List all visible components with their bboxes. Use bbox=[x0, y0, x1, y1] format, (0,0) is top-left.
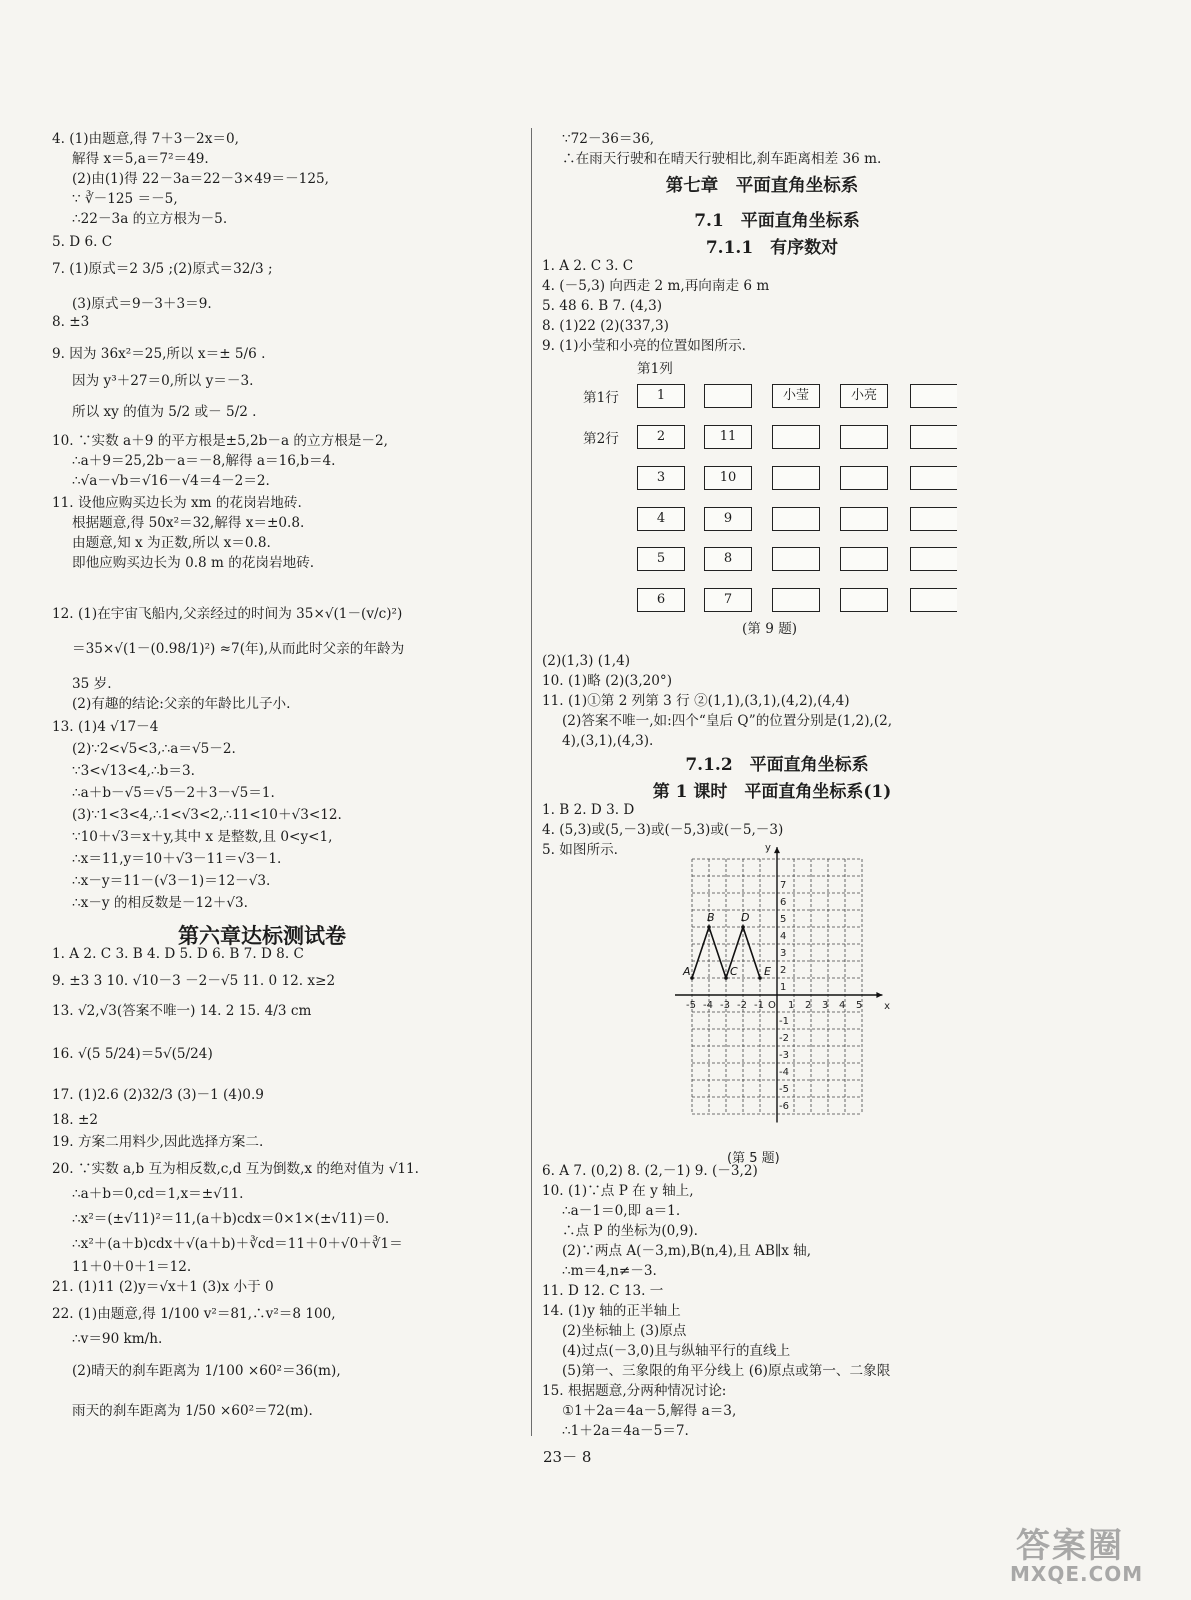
answer-line: ∴m＝4,n≠－3. bbox=[562, 1263, 657, 1279]
x-tick-label: 5 bbox=[856, 1000, 863, 1011]
answer-line: ∵10＋√3＝x＋y,其中 x 是整数,且 0<y<1, bbox=[72, 829, 333, 845]
point-label: E bbox=[764, 965, 771, 978]
seat-cell bbox=[840, 547, 888, 571]
answer-line: 12. (1)在宇宙飞船内,父亲经过的时间为 35×√(1－(v/c)²) bbox=[52, 606, 403, 622]
answer-line: 雨天的刹车距离为 1/50 ×60²＝72(m). bbox=[72, 1403, 313, 1419]
answer-line: 因为 y³＋27＝0,所以 y＝－3. bbox=[72, 373, 254, 389]
answer-line: 7. (1)原式＝2 3/5 ;(2)原式＝32/3 ; bbox=[52, 261, 273, 277]
answer-line: 8. (1)22 (2)(337,3) bbox=[542, 318, 669, 334]
point-label: A bbox=[683, 965, 691, 978]
y-tick-label: -5 bbox=[779, 1084, 789, 1095]
section-heading: 第七章 平面直角坐标系 bbox=[665, 176, 859, 196]
answer-line: 6. A 7. (0,2) 8. (2,－1) 9. (－3,2) bbox=[542, 1163, 758, 1179]
answer-line: 根据题意,得 50x²＝32,解得 x＝±0.8. bbox=[72, 515, 305, 531]
answer-line: 11. (1)①第 2 列第 3 行 ②(1,1),(3,1),(4,2),(4,4) bbox=[542, 693, 850, 709]
seat-cell: 5 bbox=[637, 547, 685, 571]
y-axis-arrow bbox=[774, 847, 780, 853]
answer-line: (2)有趣的结论:父亲的年龄比儿子小. bbox=[72, 696, 291, 712]
seat-cell bbox=[840, 425, 888, 449]
seat-cell bbox=[840, 466, 888, 490]
answer-line: ∴22－3a 的立方根为－5. bbox=[72, 211, 228, 227]
answer-line: 10. (1)略 (2)(3,20°) bbox=[542, 673, 673, 689]
seat-cell bbox=[772, 466, 820, 490]
seat-cell bbox=[840, 588, 888, 612]
seat-cell: 10 bbox=[704, 466, 752, 490]
answer-line: ∴a＋b－√5＝√5－2＋3－√5＝1. bbox=[72, 785, 275, 801]
answer-line: ∴a－1＝0,即 a＝1. bbox=[562, 1203, 681, 1219]
point-marker bbox=[758, 976, 762, 980]
x-tick-label: 4 bbox=[839, 1000, 846, 1011]
watermark-logo bbox=[1010, 1518, 1180, 1586]
answer-line: ∴v＝90 km/h. bbox=[72, 1331, 163, 1347]
y-tick-label: 1 bbox=[780, 982, 787, 993]
answer-line: ∴x＝11,y＝10＋√3－11＝√3－1. bbox=[72, 851, 282, 867]
seat-cell bbox=[910, 507, 957, 531]
watermark-text: 答案圈 bbox=[1016, 1526, 1124, 1566]
page-number: 23－ 8 bbox=[543, 1448, 592, 1466]
coordinate-plane bbox=[667, 842, 907, 1166]
section-heading: 第 1 课时 平面直角坐标系(1) bbox=[652, 782, 892, 802]
answer-line: ①1＋2a＝4a－5,解得 a＝3, bbox=[562, 1403, 737, 1419]
x-axis-arrow bbox=[876, 992, 882, 998]
answer-line: ∵ ∛－125 ＝－5, bbox=[72, 191, 178, 207]
point-marker bbox=[741, 925, 745, 929]
answer-line: ∴在雨天行驶和在晴天行驶相比,刹车距离相差 36 m. bbox=[562, 151, 882, 167]
answer-line: ∴1＋2a＝4a－5＝7. bbox=[562, 1423, 689, 1439]
seat-cell bbox=[772, 425, 820, 449]
answer-line: (2)晴天的刹车距离为 1/100 ×60²＝36(m), bbox=[72, 1363, 341, 1379]
seat-cell bbox=[910, 466, 957, 490]
seat-cell: 9 bbox=[704, 507, 752, 531]
answer-line: ∴√a－√b＝√16－√4＝4－2＝2. bbox=[72, 473, 270, 489]
section-heading: 第六章达标测试卷 bbox=[178, 923, 346, 948]
answer-line: (2)由(1)得 22－3a＝22－3×49＝－125, bbox=[72, 171, 329, 187]
watermark-url: MXQE.COM bbox=[1010, 1562, 1144, 1586]
seat-cell bbox=[910, 547, 957, 571]
answer-line: 4. (1)由题意,得 7＋3－2x＝0, bbox=[52, 131, 239, 147]
y-tick-label: -4 bbox=[779, 1067, 789, 1078]
y-tick-label: -2 bbox=[779, 1033, 789, 1044]
answer-line: (2)∵两点 A(－3,m),B(n,4),且 AB∥x 轴, bbox=[562, 1243, 812, 1259]
row-2-label: 第2行 bbox=[583, 431, 619, 447]
answer-line: ∵3<√13<4,∴b＝3. bbox=[72, 763, 195, 779]
answer-line: 由题意,知 x 为正数,所以 x＝0.8. bbox=[72, 535, 271, 551]
section-heading: 7.1 平面直角坐标系 bbox=[694, 211, 860, 231]
answer-line: (2)坐标轴上 (3)原点 bbox=[562, 1323, 687, 1339]
y-tick-label: 5 bbox=[780, 914, 787, 925]
seat-cell: 4 bbox=[637, 507, 685, 531]
seat-cell bbox=[772, 507, 820, 531]
y-tick-label: -6 bbox=[779, 1101, 789, 1112]
answer-line: 5. 如图所示. bbox=[542, 842, 618, 858]
answer-line: 10. (1)∵点 P 在 y 轴上, bbox=[542, 1183, 694, 1199]
column-divider bbox=[531, 128, 532, 1436]
seat-cell bbox=[772, 588, 820, 612]
answer-line: (2)∵2<√5<3,∴a＝√5－2. bbox=[72, 741, 236, 757]
answer-line: 8. ±3 bbox=[52, 314, 90, 330]
point-marker bbox=[707, 925, 711, 929]
section-heading: 7.1.1 有序数对 bbox=[705, 238, 839, 258]
column-1-label: 第1列 bbox=[637, 361, 673, 377]
answer-line: 1. A 2. C 3. B 4. D 5. D 6. B 7. D 8. C bbox=[52, 946, 304, 962]
answer-line: 35 岁. bbox=[72, 676, 112, 692]
answer-line: 9. 因为 36x²＝25,所以 x＝± 5/6 . bbox=[52, 346, 266, 362]
answer-line: 11. 设他应购买边长为 xm 的花岗岩地砖. bbox=[52, 495, 302, 511]
seat-cell bbox=[910, 425, 957, 449]
answer-line: 5. 48 6. B 7. (4,3) bbox=[542, 298, 663, 314]
answer-line: ∵72－36＝36, bbox=[562, 131, 655, 147]
answer-line: (5)第一、三象限的角平分线上 (6)原点或第一、二象限 bbox=[562, 1363, 891, 1379]
seat-cell: 2 bbox=[637, 425, 685, 449]
answer-line: ∴x－y 的相反数是－12＋√3. bbox=[72, 895, 248, 911]
seat-cell bbox=[840, 507, 888, 531]
y-tick-label: 4 bbox=[780, 931, 787, 942]
answer-line: 1. A 2. C 3. C bbox=[542, 258, 634, 274]
answer-line: 1. B 2. D 3. D bbox=[542, 802, 635, 818]
answer-line: (4)过点(－3,0)且与纵轴平行的直线上 bbox=[562, 1343, 791, 1359]
point-marker bbox=[724, 976, 728, 980]
y-tick-label: -1 bbox=[779, 1016, 789, 1027]
answer-line: 9. (1)小莹和小亮的位置如图所示. bbox=[542, 338, 746, 354]
seat-cell: 1 bbox=[637, 384, 685, 408]
seat-cell: 小亮 bbox=[840, 384, 888, 408]
answer-line: 14. (1)y 轴的正半轴上 bbox=[542, 1303, 681, 1319]
answer-line: 13. (1)4 √17－4 bbox=[52, 719, 159, 735]
answer-line: ∴a＋b＝0,cd＝1,x＝±√11. bbox=[72, 1186, 244, 1202]
x-tick-label: -5 bbox=[686, 1000, 696, 1011]
y-tick-label: -3 bbox=[779, 1050, 789, 1061]
x-tick-label: -2 bbox=[737, 1000, 747, 1011]
seat-cell bbox=[772, 547, 820, 571]
answer-line: ∴x²＝(±√11)²＝11,(a＋b)cdx＝0×1×(±√11)＝0. bbox=[72, 1211, 390, 1227]
seat-cell bbox=[704, 384, 752, 408]
answer-line: ∴x²＋(a＋b)cdx＋√(a＋b)＋∛cd＝11＋0＋√0＋∛1＝ bbox=[72, 1236, 403, 1252]
seat-cell: 3 bbox=[637, 466, 685, 490]
answer-line: 22. (1)由题意,得 1/100 v²＝81,∴v²＝8 100, bbox=[52, 1306, 336, 1322]
y-tick-label: 2 bbox=[780, 965, 787, 976]
x-tick-label: -3 bbox=[720, 1000, 730, 1011]
seat-cell: 11 bbox=[704, 425, 752, 449]
x-axis-label: x bbox=[884, 1001, 891, 1012]
seat-cell: 8 bbox=[704, 547, 752, 571]
section-heading: 7.1.2 平面直角坐标系 bbox=[685, 755, 869, 775]
y-tick-label: 6 bbox=[780, 897, 787, 908]
answer-line: 11＋0＋0＋1＝12. bbox=[72, 1259, 192, 1275]
seat-cell: 6 bbox=[637, 588, 685, 612]
answer-line: 17. (1)2.6 (2)32/3 (3)－1 (4)0.9 bbox=[52, 1087, 264, 1103]
answer-line: 所以 xy 的值为 5/2 或－ 5/2 . bbox=[72, 404, 257, 420]
x-tick-label: -4 bbox=[703, 1000, 713, 1011]
answer-line: 4. (－5,3) 向西走 2 m,再向南走 6 m bbox=[542, 278, 770, 294]
seat-grid-figure bbox=[583, 355, 1032, 650]
seat-cell: 小莹 bbox=[772, 384, 820, 408]
point-label: D bbox=[741, 911, 750, 924]
figure-5-caption: (第 5 题) bbox=[727, 1151, 780, 1166]
x-tick-label: -1 bbox=[754, 1000, 764, 1011]
point-marker bbox=[690, 976, 694, 980]
answer-line: 13. √2,√3(答案不唯一) 14. 2 15. 4/3 cm bbox=[52, 1003, 312, 1019]
answer-line: 21. (1)11 (2)y＝√x＋1 (3)x 小于 0 bbox=[52, 1279, 274, 1295]
answer-line: 即他应购买边长为 0.8 m 的花岗岩地砖. bbox=[72, 555, 315, 571]
answer-line: 15. 根据题意,分两种情况讨论: bbox=[542, 1383, 727, 1399]
answer-line: 19. 方案二用料少,因此选择方案二. bbox=[52, 1134, 264, 1150]
answer-line: ∴a＋9＝25,2b－a＝－8,解得 a＝16,b＝4. bbox=[72, 453, 336, 469]
answer-line: 10. ∵实数 a＋9 的平方根是±5,2b－a 的立方根是－2, bbox=[52, 433, 388, 449]
x-tick-label: 1 bbox=[788, 1000, 795, 1011]
answer-line: (2)(1,3) (1,4) bbox=[542, 653, 631, 669]
answer-line: ＝35×√(1－(0.98/1)²) ≈7(年),从而此时父亲的年龄为 bbox=[72, 641, 405, 657]
answer-line: 20. ∵实数 a,b 互为相反数,c,d 互为倒数,x 的绝对值为 √11. bbox=[52, 1161, 419, 1177]
answer-line: 16. √(5 5/24)＝5√(5/24) bbox=[52, 1046, 213, 1062]
answer-line: ∴x－y＝11－(√3－1)＝12－√3. bbox=[72, 873, 271, 889]
y-tick-label: 7 bbox=[780, 880, 787, 891]
answer-line: ∴点 P 的坐标为(0,9). bbox=[562, 1223, 698, 1239]
seat-cell bbox=[910, 588, 957, 612]
figure-9-caption: (第 9 题) bbox=[742, 621, 798, 637]
y-tick-label: 3 bbox=[780, 948, 787, 959]
answer-line: 4),(3,1),(4,3). bbox=[562, 733, 654, 749]
answer-line: 18. ±2 bbox=[52, 1112, 98, 1128]
answer-line: 4. (5,3)或(5,－3)或(－5,3)或(－5,－3) bbox=[542, 822, 784, 838]
seat-cell: 7 bbox=[704, 588, 752, 612]
coordinate-figure bbox=[667, 842, 907, 1166]
answer-line: 9. ±3 3 10. √10－3 －2－√5 11. 0 12. x≥2 bbox=[52, 973, 336, 989]
answer-line: 解得 x＝5,a＝7²＝49. bbox=[72, 151, 209, 167]
point-label: B bbox=[707, 911, 715, 924]
x-tick-label: 2 bbox=[805, 1000, 812, 1011]
answer-line: (3)原式＝9－3＋3＝9. bbox=[72, 296, 212, 312]
y-axis-label: y bbox=[765, 842, 771, 854]
answer-line: 11. D 12. C 13. 一 bbox=[542, 1283, 664, 1299]
x-tick-label: O bbox=[768, 1000, 776, 1011]
answer-line: (3)∵1<3<4,∴1<√3<2,∴11<10＋√3<12. bbox=[72, 807, 342, 823]
seat-cell bbox=[910, 384, 957, 408]
point-label: C bbox=[730, 965, 738, 978]
x-tick-label: 3 bbox=[822, 1000, 829, 1011]
answer-line: 5. D 6. C bbox=[52, 234, 113, 250]
row-1-label: 第1行 bbox=[583, 390, 619, 406]
answer-line: (2)答案不唯一,如:四个“皇后 Q”的位置分别是(1,2),(2, bbox=[562, 713, 893, 729]
